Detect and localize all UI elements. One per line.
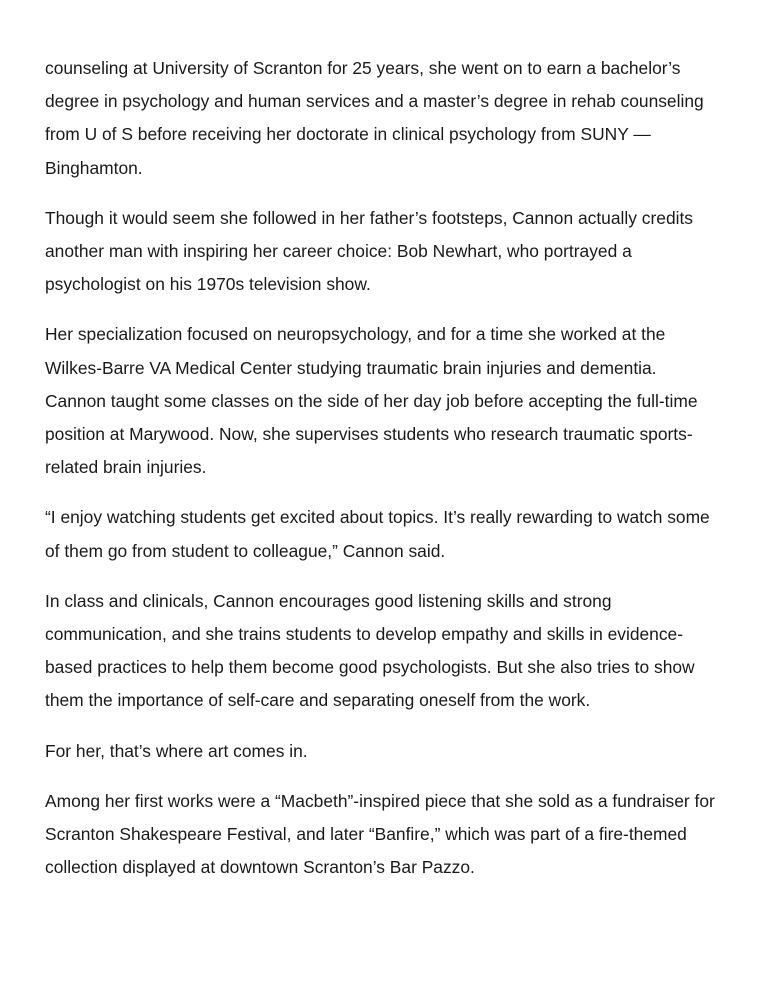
paragraph xyxy=(45,735,735,768)
paragraph xyxy=(45,501,735,567)
article-body xyxy=(45,52,735,901)
text-line: position at Marywood. Now, she supervises students who research traumatic sports- xyxy=(45,424,693,445)
text-line: Scranton Shakespeare Festival, and later “Banfire,” which was part of a fire-themed xyxy=(45,824,687,845)
paragraph xyxy=(45,585,735,718)
text-line: Wilkes-Barre VA Medical Center studying traumatic brain injuries and dementia. xyxy=(45,357,657,378)
text-line: Her specialization focused on neuropsychology, and for a time she worked at the xyxy=(45,324,666,345)
text-line: In class and clinicals, Cannon encourages good listening skills and strong xyxy=(45,590,612,611)
text-line: collection displayed at downtown Scranton’s Bar Pazzo. xyxy=(45,857,475,878)
text-line: For her, that’s where art comes in. xyxy=(45,740,308,761)
paragraph xyxy=(45,202,735,302)
paragraph xyxy=(45,52,735,185)
text-line: “I enjoy watching students get excited about topics. It’s really rewarding to watch some xyxy=(45,507,710,528)
text-line: counseling at University of Scranton for 25 years, she went on to earn a bachelor’s xyxy=(45,58,681,78)
text-line: Though it would seem she followed in her father’s footsteps, Cannon actually credits xyxy=(45,207,694,228)
text-line: Cannon taught some classes on the side of her day job before accepting the full-time xyxy=(45,390,698,411)
text-line: Binghamton. xyxy=(45,157,143,178)
text-line: another man with inspiring her career choice: Bob Newhart, who portrayed a xyxy=(45,241,632,262)
text-line: communication, and she trains students to develop empathy and skills in evidence- xyxy=(45,624,684,645)
text-line: related brain injuries. xyxy=(45,457,207,478)
text-line: Among her first works were a “Macbeth”-inspired piece that she sold as a fundraiser for xyxy=(45,790,715,811)
text-line: them the importance of self-care and separating oneself from the work. xyxy=(45,690,591,711)
text-line: from U of S before receiving her doctorate in clinical psychology from SUNY — xyxy=(45,124,651,145)
text-line: psychologist on his 1970s television show. xyxy=(45,274,371,295)
text-line: degree in psychology and human services and a master’s degree in rehab counseling xyxy=(45,91,704,112)
text-line: based practices to help them become good psychologists. But she also tries to show xyxy=(45,657,695,678)
paragraph xyxy=(45,318,735,484)
paragraph xyxy=(45,785,735,885)
text-line: of them go from student to colleague,” Cannon said. xyxy=(45,540,446,561)
